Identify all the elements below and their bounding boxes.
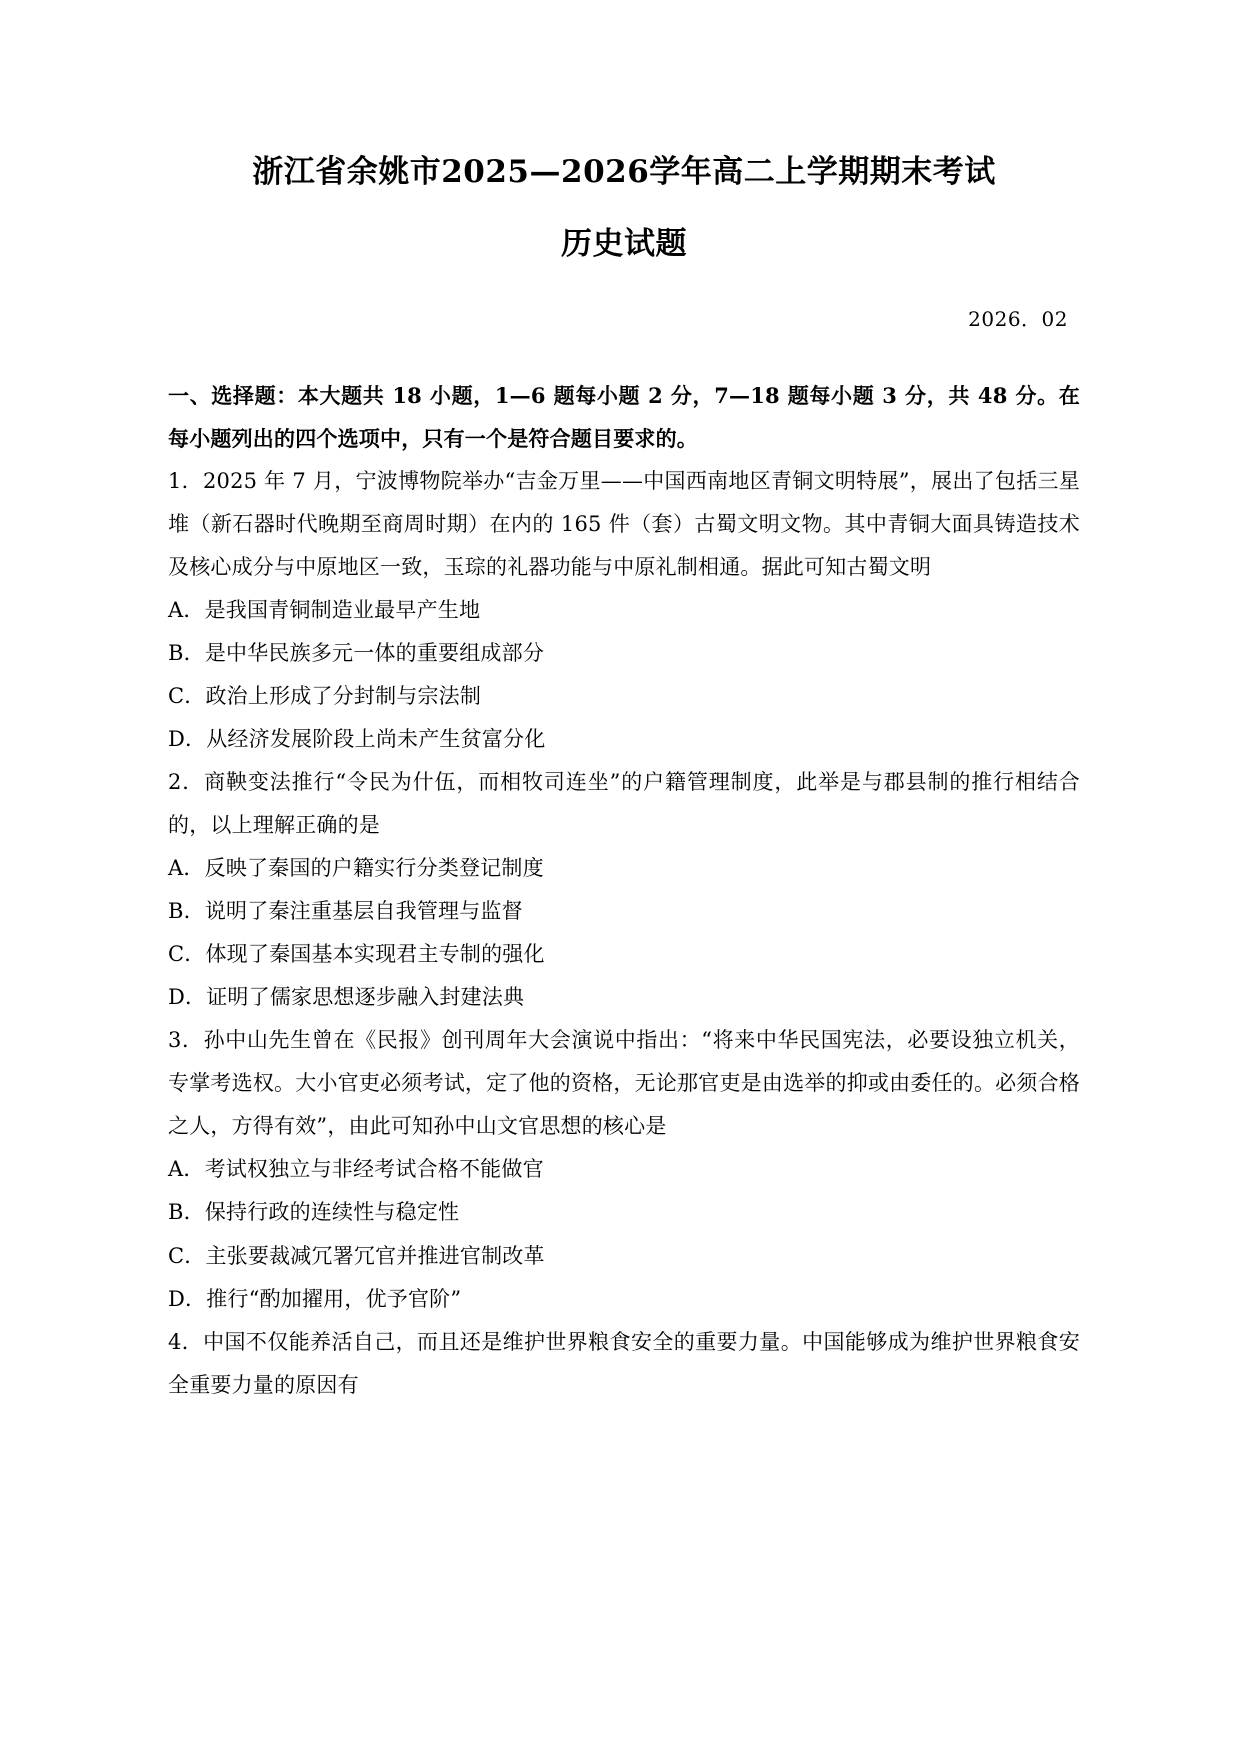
- page-subtitle: 历史试题: [561, 226, 687, 263]
- option-a[interactable]: A．考试权独立与非经考试合格不能做官: [168, 1157, 544, 1182]
- option-a[interactable]: A．反映了秦国的户籍实行分类登记制度: [168, 856, 544, 881]
- option-b[interactable]: B．保持行政的连续性与稳定性: [168, 1200, 460, 1225]
- exam-date: 2026．02: [968, 306, 1068, 331]
- question-stem: 4．中国不仅能养活自己，而且还是维护世界粮食安全的重要力量。中国能够成为维护世界粮食安全重要力量的原因有: [168, 1329, 1080, 1397]
- option-c[interactable]: C．体现了秦国基本实现君主专制的强化: [168, 942, 545, 967]
- option-c[interactable]: C．政治上形成了分封制与宗法制: [168, 683, 482, 708]
- option-c[interactable]: C．主张要裁减冗署冗官并推进官制改革: [168, 1243, 545, 1268]
- option-d[interactable]: D．证明了儒家思想逐步融入封建法典: [168, 985, 525, 1010]
- question-stem: 3．孙中山先生曾在《民报》创刊周年大会演说中指出：“将来中华民国宪法，必要设独立机关，专掌考选权。大小官吏必须考试，定了他的资格，无论那官吏是由选举的抑或由委任的。必须合格之人，方得有效”，由此可知孙中山文官思想的核心是: [168, 1028, 1080, 1139]
- question-3: [168, 1019, 1080, 1320]
- section-heading-multiple-choice: 一、选择题：本大题共 18 小题，1—6 题每小题 2 分，7—18 题每小题 3 分，共 48 分。在每小题列出的四个选项中，只有一个是符合题目要求的。: [168, 382, 1080, 451]
- option-a[interactable]: A．是我国青铜制造业最早产生地: [168, 597, 481, 622]
- question-4: [168, 1321, 1080, 1407]
- option-b[interactable]: B．是中华民族多元一体的重要组成部分: [168, 640, 545, 665]
- option-b[interactable]: B．说明了秦注重基层自我管理与监督: [168, 899, 523, 924]
- question-stem: 2．商鞅变法推行“令民为什伍，而相牧司连坐”的户籍管理制度，此举是与郡县制的推行相结合的，以上理解正确的是: [168, 770, 1080, 838]
- question-options: [168, 1148, 1080, 1320]
- question-2: [168, 761, 1080, 1019]
- question-options: [168, 847, 1080, 1019]
- page-title: 浙江省余姚市2025—2026学年高二上学期期末考试: [252, 154, 996, 190]
- page-content: [168, 0, 1080, 1407]
- question-options: [168, 589, 1080, 761]
- option-d[interactable]: D．推行“酌加擢用，优予官阶”: [168, 1286, 462, 1311]
- option-d[interactable]: D．从经济发展阶段上尚未产生贫富分化: [168, 726, 546, 751]
- question-1: [168, 460, 1080, 761]
- question-stem: 1．2025 年 7 月，宁波博物院举办“吉金万里——中国西南地区青铜文明特展”，展出了包括三星堆（新石器时代晚期至商周时期）在内的 165 件（套）古蜀文明文物。其中青铜大面具铸造技术及核心成分与中原地区一致，玉琮的礼器功能与中原礼制相通。据此可知古蜀文明: [168, 468, 1080, 579]
